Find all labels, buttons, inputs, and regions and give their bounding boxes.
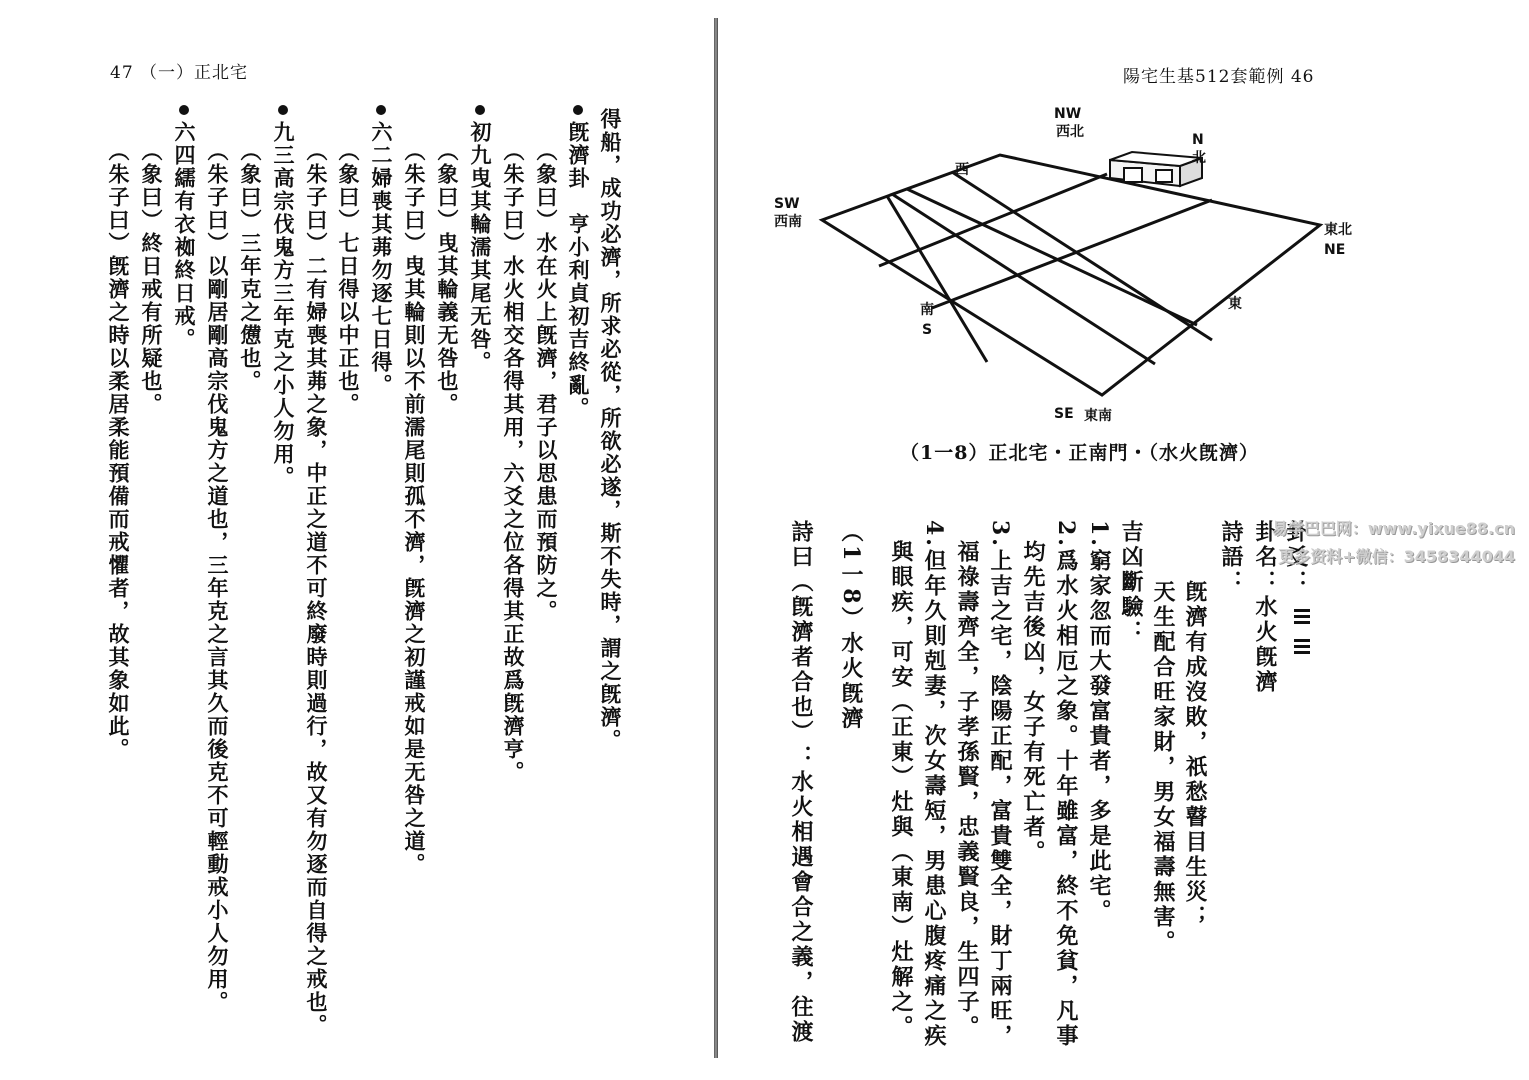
label-s-zh: 南	[920, 302, 934, 318]
text-column-6: （象曰）曳其輪義无咎也。	[435, 140, 460, 416]
poem-label: 詩語：	[1218, 520, 1244, 595]
watermark-line-1: 易学巴巴网：www.yixue88.cn	[1271, 519, 1515, 538]
diagram-caption: （1一8）正北宅・正南門・（水火旣濟）	[900, 442, 1259, 464]
text-column-10: （朱子曰）二有婦喪其茀之象，中正之道不可終廢時則過行，故又有勿逐而自得之戒也。	[304, 140, 329, 1037]
text-column-13: （朱子曰）以剛居剛高宗伐鬼方之道也，三年克之言其久而後克不可輕動戒小人勿用。	[205, 140, 230, 1014]
label-s-en: S	[922, 322, 933, 338]
text-column-2: 旣濟卦 亨小利貞初吉終亂。	[568, 105, 589, 420]
fortune-label: 吉凶斷驗：	[1118, 520, 1144, 645]
section-title: （1一8）水火旣濟	[838, 520, 864, 732]
text-column-15: （象曰）終日戒有所疑也。	[139, 140, 164, 416]
bullet-icon	[179, 105, 189, 115]
label-ne-zh: 東北	[1324, 222, 1352, 238]
fortune-item-4-cont: 與眼疾，可安（正東）灶與（東南）灶解之。	[888, 540, 914, 1040]
label-n-zh: 北	[1192, 150, 1206, 166]
hexagram-lines-label: 卦爻：	[1285, 520, 1312, 656]
trigram-icon	[1292, 636, 1312, 656]
text-column-11: 九三高宗伐鬼方三年克之小人勿用。	[273, 105, 294, 489]
fortune-item-1: 1.窮家忽而大發富貴者，多是此宅。	[1086, 520, 1112, 924]
text-column-8: 六二婦喪其茀勿逐七日得。	[371, 105, 392, 397]
label-nw-zh: 西北	[1056, 124, 1084, 140]
label-sw-zh: 西南	[774, 214, 802, 230]
label-sw-en: SW	[774, 196, 800, 212]
fortune-item-3: 3.上吉之宅，陰陽正配，富貴雙全，財丁兩旺，	[987, 520, 1013, 1049]
label-se-zh: 東南	[1084, 408, 1112, 424]
bullet-icon	[475, 105, 485, 115]
watermark-line-2: 更多资料+微信：3458344044	[1278, 547, 1515, 566]
trigram-icon	[1292, 606, 1312, 626]
text-column-16: （朱子曰）旣濟之時以柔居柔能預備而戒懼者，故其象如此。	[106, 140, 131, 761]
fortune-item-4: 4.但年久則剋妻，次女壽短，男患心腹疼痛之疾	[921, 520, 947, 1049]
grid-lines	[822, 155, 1320, 395]
house-icon	[1110, 152, 1202, 186]
label-ne-en: NE	[1324, 242, 1346, 258]
text-column-12: （象曰）三年克之憊也。	[238, 140, 263, 393]
bullet-icon	[278, 105, 288, 115]
text-column-3: （象曰）水在火上旣濟，君子以思患而預防之。	[534, 140, 559, 623]
fortune-item-2: 2.爲水火相厄之象。十年雖富，終不免貧，凡事	[1053, 520, 1079, 1049]
text-column-14: 六四繻有衣袽終日戒。	[174, 105, 195, 351]
house-grid-diagram	[772, 100, 1362, 430]
text-column-7: （朱子曰）曳其輪則以不前濡尾則孤不濟，旣濟之初謹戒如是无咎之道。	[402, 140, 427, 876]
grid-outline	[822, 155, 1320, 395]
text-column-1: 得船，成功必濟，所求必從，所欲必遂，斯不失時，謂之旣濟。	[598, 108, 623, 752]
bullet-icon	[573, 105, 583, 115]
poem-commentary: 詩曰（旣濟者合也）：水火相遇會合之義，往渡	[788, 520, 814, 1045]
text-column-9: （象曰）七日得以中正也。	[336, 140, 361, 416]
poem-line-1: 旣濟有成沒敗，祇愁瞽目生災；	[1182, 580, 1208, 930]
text-column-4: （朱子曰）水火相交各得其用，六爻之位各得其正故爲旣濟亨。	[501, 140, 526, 784]
label-se-en: SE	[1054, 406, 1074, 422]
poem-line-2: 天生配合旺家財，男女福壽無害。	[1150, 580, 1176, 955]
left-page-header: 47 （一）正北宅	[110, 63, 249, 83]
fortune-item-2-cont: 均先吉後凶，女子有死亡者。	[1020, 540, 1046, 865]
label-nw-en: NW	[1054, 106, 1082, 122]
bullet-icon	[376, 105, 386, 115]
label-n-en: N	[1192, 132, 1204, 148]
fortune-item-3-cont: 福祿壽齊全，子孝孫賢，忠義賢良，生四子。	[954, 540, 980, 1040]
right-page-header: 陽宅生基512套範例 46	[1123, 67, 1315, 87]
label-w-zh: 西	[955, 162, 969, 178]
left-page	[0, 0, 715, 1080]
label-e-zh: 東	[1228, 296, 1242, 312]
text-column-5: 初九曳其輪濡其尾无咎。	[470, 105, 491, 374]
hexagram-name: 卦名：水火旣濟	[1252, 520, 1278, 695]
